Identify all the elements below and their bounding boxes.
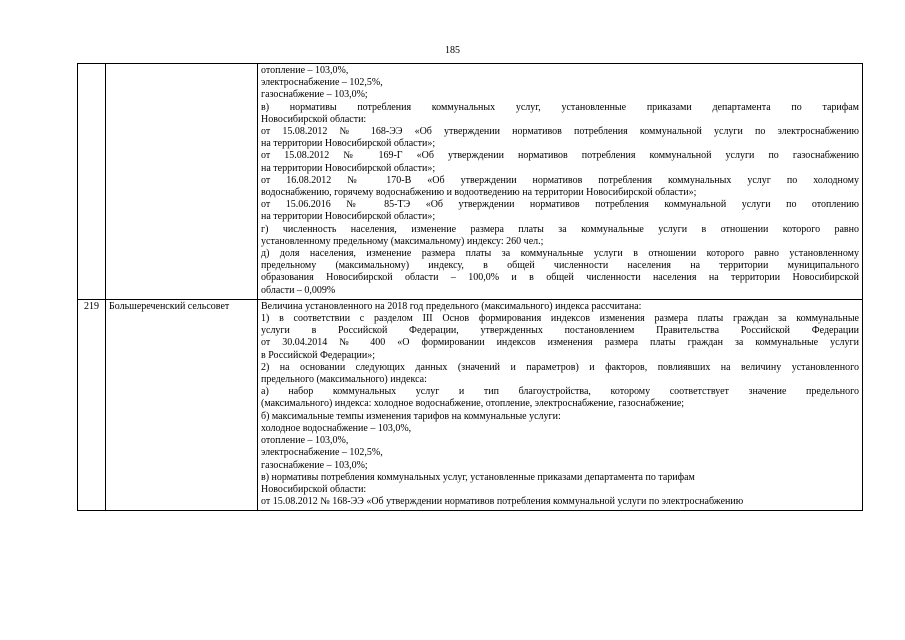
description-line: Величина установленного на 2018 год предельного (максимального) индекса рассчитана:: [261, 300, 642, 312]
table-body: [78, 64, 863, 511]
description-line: 2) на основании следующих данных (значений и параметров) и факторов, повлиявших на величину установленного: [261, 361, 859, 373]
description-line: от 30.04.2014 № 400 «О формировании индексов изменения размера платы граждан за коммунальные услуги: [261, 337, 859, 349]
description-line: электроснабжение – 102,5%,: [261, 77, 383, 89]
description-line: от 15.06.2016 № 85-ТЭ «Об утверждении нормативов потребления коммунальной услуги по отоплению: [261, 199, 859, 211]
description-line: газоснабжение – 103,0%;: [261, 459, 368, 471]
description-line: от 15.08.2012 № 168-ЭЭ «Об утверждении нормативов потребления коммунальной услуги по электроснабжению: [261, 126, 859, 138]
description-line: от 15.08.2012 № 168-ЭЭ «Об утверждении нормативов потребления коммунальной услуги по электроснабжению: [261, 496, 744, 508]
table-row: [78, 299, 863, 510]
description-line: образования Новосибирской области – 100,0% и в общей численности населения на территории Новосибирской: [261, 272, 859, 284]
description-line: в) нормативы потребления коммунальных услуг, установленные приказами департамента по тарифам: [261, 101, 859, 113]
description-line: предельного (максимального) индекса:: [261, 374, 427, 386]
description-line: г) численность населения, изменение размера платы за коммунальные услуги в отношении которого равно: [261, 223, 859, 235]
row-number: 219: [78, 299, 106, 510]
document-table: [77, 63, 863, 511]
description-line: а) набор коммунальных услуг и тип благоустройства, которому соответствует значение предельного: [261, 386, 859, 398]
description-line: отопление – 103,0%,: [261, 435, 349, 447]
description-line: установленному предельному (максимальному) индексу: 260 чел.;: [261, 235, 544, 247]
description-line: от 15.08.2012 № 169-Г «Об утверждении нормативов потребления коммунальной услуги по газоснабжению: [261, 150, 859, 162]
description-line: услуги в Российской Федерации, утвержденных постановлением Правительства Российской Федерации: [261, 325, 859, 337]
description-line: в) нормативы потребления коммунальных услуг, установленные приказами департамента по тарифам: [261, 471, 695, 483]
description-line: газоснабжение – 103,0%;: [261, 89, 368, 101]
description-line: от 16.08.2012 № 170-В «Об утверждении нормативов потребления коммунальных услуг по холодному: [261, 174, 859, 186]
description-line: 1) в соответствии с разделом III Основ формирования индексов изменения размера платы граждан за коммунальные: [261, 313, 859, 325]
description-line: холодное водоснабжение – 103,0%,: [261, 422, 412, 434]
description-line: на территории Новосибирской области»;: [261, 162, 436, 174]
description-line: отопление – 103,0%,: [261, 65, 349, 76]
index-description: [258, 64, 863, 300]
index-description: [258, 299, 863, 510]
description-line: (максимального) индекса: холодное водоснабжение, отопление, электроснабжение, газоснабжение;: [261, 398, 685, 410]
description-line: предельному (максимальному) индексу, в общей численности населения на территории муниципального: [261, 260, 859, 272]
table-row: [78, 64, 863, 300]
description-line: на территории Новосибирской области»;: [261, 211, 436, 223]
description-line: Новосибирской области:: [261, 483, 367, 495]
description-line: в Российской Федерации»;: [261, 349, 376, 361]
row-number: [78, 64, 106, 300]
municipality-name: Большереченский сельсовет: [106, 299, 258, 510]
description-line: д) доля населения, изменение размера платы за коммунальные услуги в отношении которого равно установленному: [261, 248, 859, 260]
municipality-name: [106, 64, 258, 300]
page-number: 185: [445, 45, 460, 56]
description-line: на территории Новосибирской области»;: [261, 138, 436, 150]
description-line: Новосибирской области:: [261, 113, 367, 125]
description-line: области – 0,009%: [261, 284, 336, 296]
description-line: электроснабжение – 102,5%,: [261, 447, 383, 459]
description-line: б) максимальные темпы изменения тарифов на коммунальные услуги:: [261, 410, 561, 422]
description-line: водоснабжению, горячему водоснабжению и водоотведению на территории Новосибирской области»;: [261, 187, 697, 199]
